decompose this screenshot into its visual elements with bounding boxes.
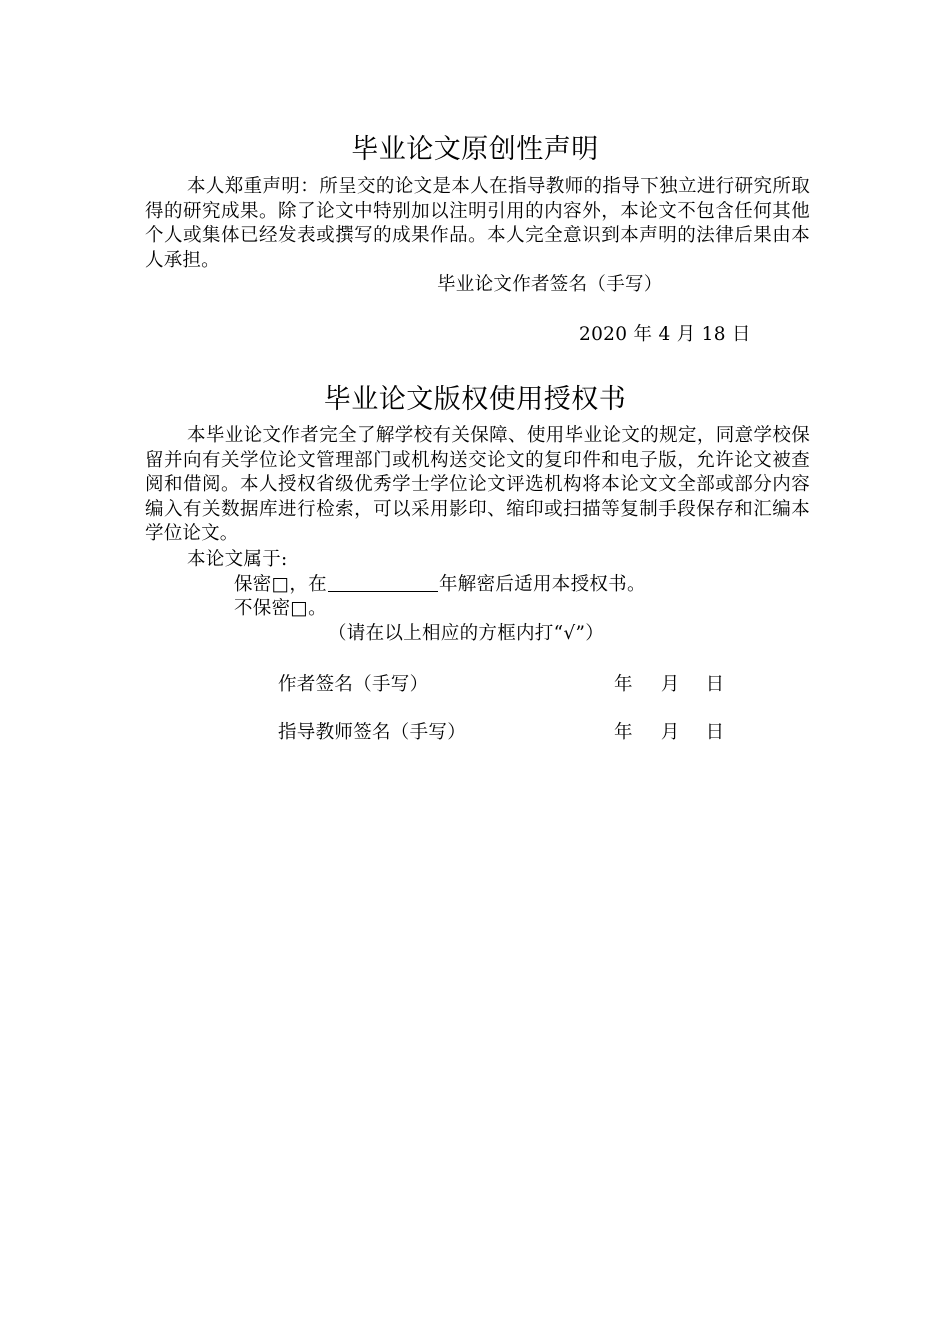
advisor-signature-label: 指导教师签名（手写） — [278, 722, 467, 743]
decrypt-year-blank[interactable] — [328, 573, 438, 592]
date-month: 月 — [660, 722, 680, 743]
advisor-signature-date — [614, 721, 724, 745]
date-year: 年 — [614, 674, 633, 695]
author-signature-row — [278, 673, 738, 697]
author-signature-date — [614, 673, 724, 697]
date-day: 日 — [705, 674, 725, 695]
advisor-signature-row — [278, 721, 738, 745]
author-signature-label: 作者签名（手写） — [278, 674, 429, 695]
option-confidential-prefix: 保密□，在 — [234, 574, 327, 595]
declaration-body: 本人郑重声明：所呈交的论文是本人在指导教师的指导下独立进行研究所取得的研究成果。除了论文中特别加以注明引用的内容外，本论文不包含任何其他个人或集体已经发表或撰写的成果作品。本人完全意识到本声明的法律后果由本人承担。 — [145, 176, 810, 271]
authorization-body: 本毕业论文作者完全了解学校有关保障、使用毕业论文的规定，同意学校保留并向有关学位论文管理部门或机构送交论文的复印件和电子版，允许论文被查阅和借阅。本人授权省级优秀学士学位论文评选机构将本论文文全部或部分内容编入有关数据库进行检索，可以采用影印、缩印或扫描等复制手段保存和汇编本学位论文。 — [145, 425, 810, 545]
declaration-title: 毕业论文原创性声明 — [351, 134, 599, 165]
date-day: 日 — [705, 722, 725, 743]
declaration-date: 2020 年 4 月 18 日 — [579, 324, 751, 345]
option-not-confidential: 不保密□。 — [234, 598, 327, 619]
checkbox-instruction: （请在以上相应的方框内打“√”） — [328, 623, 605, 644]
declaration-signature-label: 毕业论文作者签名（手写） — [437, 274, 663, 295]
option-confidential — [234, 573, 646, 597]
date-year: 年 — [614, 722, 633, 743]
option-confidential-suffix: 年解密后适用本授权书。 — [438, 574, 646, 595]
belongs-label: 本论文属于: — [187, 549, 288, 570]
authorization-title: 毕业论文版权使用授权书 — [323, 384, 627, 415]
date-month: 月 — [660, 674, 680, 695]
